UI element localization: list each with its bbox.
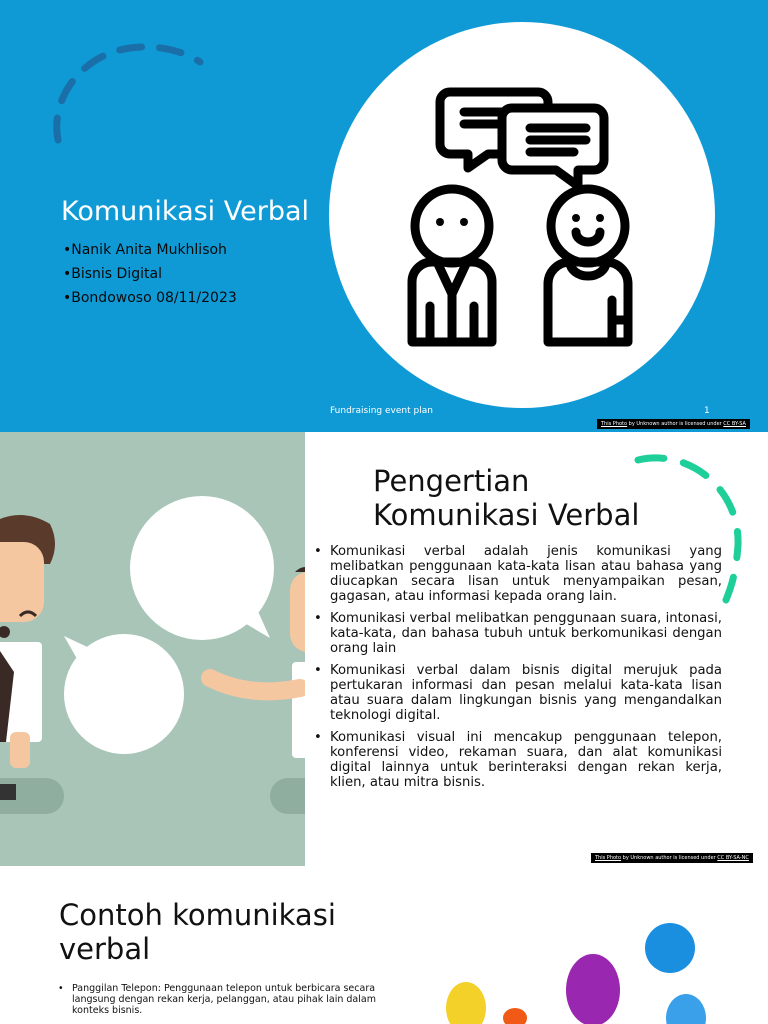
photo-credit-license[interactable]: CC BY-SA (723, 421, 746, 427)
decorative-arc (40, 40, 210, 150)
person-suit-icon (412, 189, 492, 342)
photo-credit-license[interactable]: CC BY-SA-NC (717, 855, 749, 861)
photo-credit-link[interactable]: This Photo (601, 421, 628, 427)
list-item: • Komunikasi verbal adalah jenis komunikasi yang melibatkan penggunaan kata-kata lisan atau bahasa yang diucapkan secara lisan untuk menyampaikan pesan, gagasan, atau informasi kepada orang lain. (314, 544, 722, 604)
list-item: • Panggilan Telepon: Penggunaan telepon untuk berbicara secara langsung dengan rekan kerja, pelanggan, atau pihak lain dalam konteks bisnis. (58, 983, 388, 1016)
example-list (58, 983, 388, 1016)
slide-2 (0, 432, 768, 866)
chat-bubbles-icon (440, 92, 604, 186)
slide-3 (0, 866, 768, 1024)
list-item: • Komunikasi visual ini mencakup penggunaan telepon, konferensi video, rekaman suara, dan alat komunikasi digital lainnya untuk berinteraksi dengan rekan kerja, klien, atau mitra bisnis. (314, 730, 722, 790)
conversation-photo (0, 432, 305, 866)
slide-title-line-1: Contoh komunikasi (59, 898, 336, 932)
decorative-balloons (420, 906, 720, 1024)
definition-list (314, 544, 722, 797)
footer-text: Fundraising event plan (330, 406, 433, 416)
subtitle-list (63, 238, 237, 310)
subtitle-program: •Bisnis Digital (63, 266, 162, 282)
slide-title-line-2: verbal (59, 932, 151, 966)
list-item: • Komunikasi verbal dalam bisnis digital merujuk pada pertukaran informasi dan pesan melalui kata-kata lisan atau suara dalam lingkungan bisnis yang mengandalkan teknologi digital. (314, 663, 722, 723)
subtitle-place-date: •Bondowoso 08/11/2023 (63, 290, 237, 306)
slide-title-line-1: Pengertian (373, 464, 530, 498)
photo-credit-text: by Unknown author is licensed under (627, 421, 724, 427)
list-item: • Komunikasi verbal melibatkan penggunaan suara, intonasi, kata-kata, dan bahasa tubuh untuk berkomunikasi dengan orang lain (314, 611, 722, 656)
photo-credit-text: by Unknown author is licensed under (621, 855, 718, 861)
subtitle-author: •Nanik Anita Mukhlisoh (63, 242, 227, 258)
slide-title: Komunikasi Verbal (61, 196, 310, 227)
photo-credit (597, 419, 750, 429)
slide-title (59, 898, 336, 966)
person-smiling-icon (548, 189, 628, 342)
slide-title (373, 464, 639, 532)
photo-credit (591, 853, 753, 863)
page-number: 1 (704, 406, 710, 416)
conversation-illustration (390, 80, 650, 350)
slide-title-line-2: Komunikasi Verbal (373, 498, 640, 532)
slide-1 (0, 0, 768, 432)
photo-credit-link[interactable]: This Photo (595, 855, 622, 861)
